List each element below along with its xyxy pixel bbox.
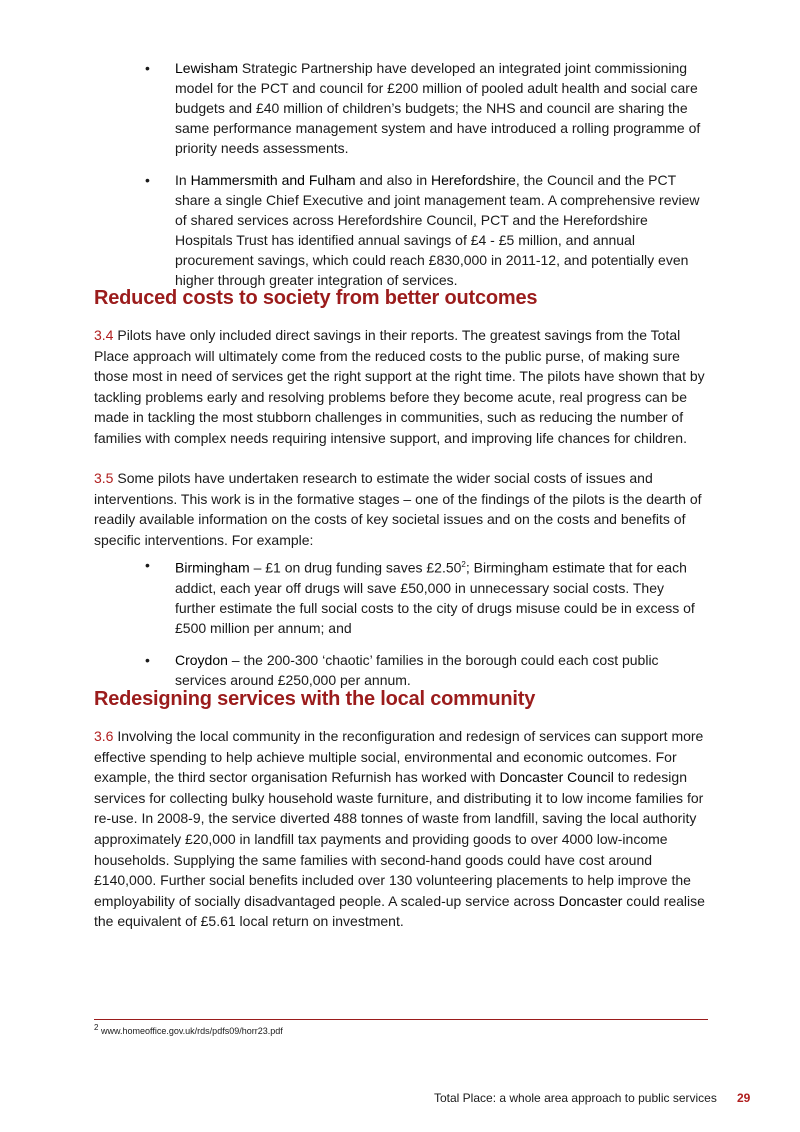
bullet-list-examples <box>140 555 708 702</box>
footnote-number: 2 <box>94 1023 99 1032</box>
footnote-url[interactable]: www.homeoffice.gov.uk/rds/pdfs09/horr23.pdf <box>100 1026 283 1036</box>
bullet-icon: • <box>145 557 150 573</box>
paragraph-text-cont: to redesign services for collecting bulky household waste furniture, and distributing it to low income families for re-use. In 2008-9, the service diverted 488 tonnes of waste from landfill, saving the local authority approximately £20,000 in landfill tax payments and providing goods to over 4000 low-income households. Supplying the same families with second-hand goods could have cost around £140,000. Further social benefits included over 130 volunteering placements to help improve the employability of socially disadvantaged people. A scaled-up service across <box>94 769 704 909</box>
bullet-list-top <box>140 58 708 302</box>
footnote-divider <box>94 1019 708 1020</box>
bullet-lead: Lewisham <box>175 60 239 76</box>
paragraph-3-5 <box>94 468 710 550</box>
paragraph-text: Some pilots have undertaken research to estimate the wider social costs of issues and interventions. This work is in the formative stages – one of the findings of the pilots is the dearth of readily available information on the costs of key societal issues and on the costs and benefits of specific interventions. For example: <box>94 470 702 548</box>
section-heading-redesigning: Redesigning services with the local community <box>94 688 536 710</box>
bullet-text: – £1 on drug funding saves £2.50 <box>249 559 462 576</box>
page-number: 29 <box>737 1091 751 1105</box>
bullet-text-cont: ; Birmingham estimate that for each addict, each year off drugs will save £50,000 in unnecessary social costs. They further estimate the full social costs to the city of drugs misuse could be in excess of £500 million per annum; and <box>175 559 695 636</box>
footnote-ref: 2 <box>461 560 466 569</box>
bullet-lead: Hammersmith and Fulham <box>190 172 356 188</box>
org-name: Doncaster Council <box>499 769 614 786</box>
bullet-text: , the Council and the PCT share a single Chief Executive and joint management team. A comprehensive review of shared services across Herefordshire Council, PCT and the Herefordshire Hospitals Trust has identified annual savings of £4 - £5 million, and annual procurement savings, which could reach £830,000 in 2011-12, and potentially even higher through greater integration of services. <box>175 172 700 288</box>
footer-title: Total Place: a whole area approach to public services <box>434 1091 717 1105</box>
paragraph-number: 3.6 <box>94 728 114 744</box>
paragraph-number: 3.4 <box>94 327 114 343</box>
paragraph-number: 3.5 <box>94 470 114 486</box>
bullet-pre: In <box>175 172 191 188</box>
bullet-text: – the 200-300 ‘chaotic’ families in the borough could each cost public services around £250,000 per annum. <box>175 651 659 688</box>
bullet-icon: • <box>145 651 150 668</box>
bullet-icon: • <box>145 60 150 76</box>
paragraph-text: Involving the local community in the reconfiguration and redesign of services can support more effective spending to help achieve multiple social, environmental and economic outcomes. For example, the third sector organisation Refurnish has worked with <box>94 728 704 786</box>
place-name: Doncaster <box>558 892 623 909</box>
bullet-lead: Birmingham <box>175 559 250 576</box>
bullet-hammersmith <box>140 170 708 290</box>
bullet-text: Strategic Partnership have developed an integrated joint commissioning model for the PCT and council for £200 million of pooled adult health and social care budgets and £40 million of children’s budgets; the NHS and council are sharing the same performance management system and have introduced a rolling programme of priority needs assessments. <box>175 60 701 156</box>
bullet-birmingham <box>140 555 708 638</box>
bullet-lead: Croydon <box>175 651 228 668</box>
paragraph-text-end: could realise the equivalent of £5.61 local return on investment. <box>94 892 705 930</box>
bullet-croydon <box>140 650 708 690</box>
paragraph-3-4 <box>94 325 710 449</box>
paragraph-3-6 <box>94 726 710 932</box>
bullet-icon: • <box>145 172 150 188</box>
bullet-lead-2: Herefordshire <box>431 172 516 188</box>
section-heading-reduced-costs: Reduced costs to society from better outcomes <box>94 287 538 309</box>
bullet-lewisham <box>140 58 708 158</box>
paragraph-text: Pilots have only included direct savings in their reports. The greatest savings from the Total Place approach will ultimately come from the reduced costs to the public purse, of making sure those most in need of services get the right support at the right time. The pilots have shown that by tackling problems early and resolving problems before they become acute, real progress can be made in tackling the most stubborn challenges in communities, such as reducing the number of families with complex needs requiring intensive support, and improving life chances for children. <box>94 327 705 446</box>
footnote <box>94 1022 283 1037</box>
bullet-mid: and also in <box>355 172 432 188</box>
